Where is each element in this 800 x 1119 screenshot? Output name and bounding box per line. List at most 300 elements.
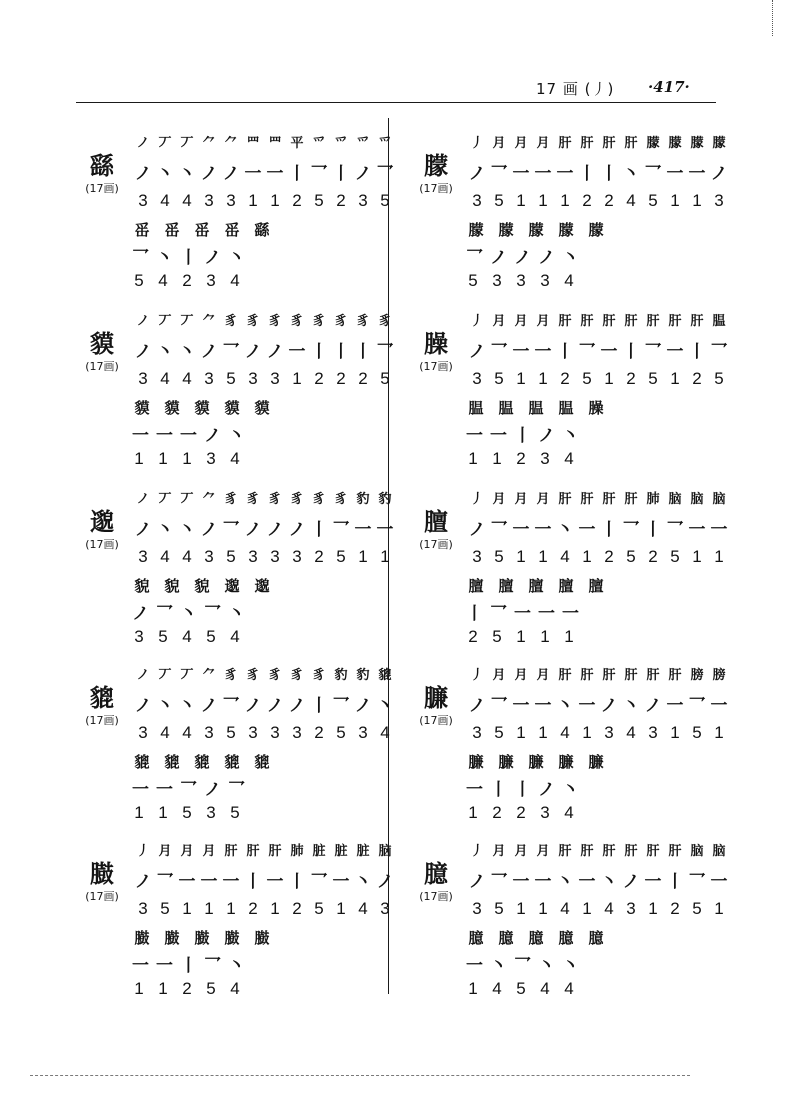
- stroke-shape: 一: [132, 955, 149, 976]
- stroke-number: 3: [248, 547, 258, 566]
- stroke-sequence-glyph: 腽: [558, 398, 574, 417]
- stroke-shape: 丨: [332, 341, 350, 362]
- stroke-number: 1: [538, 547, 548, 566]
- stroke-number: 4: [158, 271, 168, 290]
- stroke-number: 1: [270, 191, 280, 210]
- stroke-sequence-glyph: 䍃: [164, 220, 180, 239]
- stroke-shape: 乛: [310, 871, 328, 892]
- stroke-sequence-glyph: 貘: [164, 398, 180, 417]
- stroke-number: 4: [182, 369, 192, 388]
- stroke-sequence-glyph: 貔: [134, 752, 150, 771]
- stroke-number: 3: [138, 547, 148, 566]
- stroke-sequence-glyph: 丆: [158, 313, 172, 329]
- stroke-shape: ノ: [200, 519, 218, 540]
- stroke-number-row: [132, 544, 396, 570]
- stroke-number: 5: [206, 979, 216, 998]
- stroke-shape: ノ: [354, 163, 372, 184]
- stroke-sequence-glyph: 膻: [528, 576, 544, 595]
- stroke-shape: 一: [578, 871, 596, 892]
- stroke-sequence-glyph: 朦: [528, 220, 544, 239]
- stroke-number: 5: [494, 723, 504, 742]
- stroke-shape: 乛: [490, 163, 508, 184]
- stroke-shape: 乛: [222, 519, 240, 540]
- character-entry: [410, 660, 730, 825]
- stroke-number: 3: [604, 723, 614, 742]
- stroke-shape: 乛: [578, 341, 596, 362]
- stroke-number: 4: [160, 191, 170, 210]
- stroke-number: 1: [134, 449, 144, 468]
- stroke-shape: 乛: [180, 779, 197, 800]
- stroke-sequence-glyph: 肝: [558, 491, 572, 507]
- stroke-sequence-glyph: 䍃: [134, 220, 150, 239]
- stroke-sequence-glyph: 月: [536, 491, 550, 507]
- stroke-number: 1: [560, 191, 570, 210]
- stroke-shape: 丶: [562, 247, 579, 268]
- stroke-number: 3: [358, 723, 368, 742]
- stroke-sequence-glyph: 月: [536, 313, 550, 329]
- page-number: ·417·: [648, 78, 690, 96]
- stroke-shape: ノ: [538, 425, 555, 446]
- stroke-number: 3: [472, 369, 482, 388]
- stroke-number: 4: [626, 191, 636, 210]
- stroke-sequence-glyph: 膻: [498, 576, 514, 595]
- stroke-sequence-glyph: ⺈: [202, 135, 216, 151]
- stroke-shape-row: [132, 420, 396, 446]
- stroke-shape-row: [132, 336, 396, 362]
- character-entry: [410, 128, 730, 293]
- stroke-number: 5: [230, 803, 240, 822]
- stroke-sequence-glyph: 朦: [468, 220, 484, 239]
- stroke-sequence-glyph: 豸: [268, 667, 282, 683]
- stroke-sequence-glyph: 朦: [558, 220, 574, 239]
- stroke-sequence-glyph: 月: [492, 491, 506, 507]
- stroke-sequence-glyph: 貘: [194, 398, 210, 417]
- stroke-number: 1: [182, 899, 192, 918]
- stroke-sequence-glyph: 腽: [712, 313, 726, 329]
- stroke-shape: ノ: [244, 695, 262, 716]
- stroke-sequence-glyph: 脏: [334, 843, 348, 859]
- stroke-number: 1: [540, 627, 550, 646]
- stroke-sequence-glyph: 脑: [690, 491, 704, 507]
- stroke-shape-row: [132, 690, 396, 716]
- stroke-sequence-glyph: 豹: [378, 491, 392, 507]
- stroke-number: 5: [336, 547, 346, 566]
- stroke-sequence-glyph: 脑: [378, 843, 392, 859]
- stroke-sequence-glyph: 肺: [646, 491, 660, 507]
- stroke-number: 4: [604, 899, 614, 918]
- stroke-sequence-glyph: 月: [492, 313, 506, 329]
- stroke-number-row: [466, 720, 730, 746]
- stroke-number: 1: [182, 449, 192, 468]
- stroke-number: 1: [158, 449, 168, 468]
- character-entry: [410, 306, 730, 471]
- stroke-number: 2: [582, 191, 592, 210]
- stroke-number: 3: [248, 723, 258, 742]
- stroke-number: 4: [560, 723, 570, 742]
- stroke-sequence-glyph: 腽: [468, 398, 484, 417]
- stroke-sequence-glyph: 肝: [624, 843, 638, 859]
- stroke-sequence-glyph-row: [132, 660, 396, 686]
- stroke-number-row: [132, 896, 396, 922]
- stroke-number: 5: [494, 899, 504, 918]
- stroke-shape: ノ: [134, 519, 152, 540]
- stroke-sequence-glyph: 膻: [588, 576, 604, 595]
- stroke-sequence-glyph: 豸: [290, 667, 304, 683]
- character-entry: [76, 836, 396, 1001]
- stroke-count-label: (17画): [85, 182, 119, 195]
- stroke-sequence-glyph: 貘: [254, 398, 270, 417]
- stroke-number: 2: [670, 899, 680, 918]
- stroke-sequence-glyph: ⺈: [224, 135, 238, 151]
- stroke-shape: 乛: [490, 341, 508, 362]
- stroke-shape: 一: [132, 779, 149, 800]
- stroke-number-row: [132, 720, 396, 746]
- stroke-shape: 一: [244, 163, 262, 184]
- stroke-sequence-glyph: 䍃: [224, 220, 240, 239]
- stroke-sequence-glyph: 朦: [712, 135, 726, 151]
- stroke-shape: 丨: [688, 341, 706, 362]
- stroke-shape: 丨: [622, 341, 640, 362]
- stroke-number-row: [466, 624, 730, 650]
- stroke-sequence-glyph-row: [466, 748, 730, 774]
- stroke-number: 1: [516, 191, 526, 210]
- stroke-sequence-glyph-row: [132, 394, 396, 420]
- stroke-sequence-glyph: 豸: [246, 313, 260, 329]
- stroke-number: 2: [692, 369, 702, 388]
- stroke-sequence-glyph: ⺈: [202, 491, 216, 507]
- character-entry: [76, 660, 396, 825]
- stroke-sequence-glyph: 肝: [580, 491, 594, 507]
- stroke-sequence-glyph: 豸: [312, 667, 326, 683]
- stroke-number: 5: [160, 899, 170, 918]
- stroke-shape: 乛: [204, 603, 221, 624]
- stroke-number: 5: [626, 547, 636, 566]
- stroke-count-label: (17画): [419, 360, 453, 373]
- stroke-sequence-glyph: 邈: [254, 576, 270, 595]
- stroke-shape-row: [466, 866, 730, 892]
- stroke-number: 5: [380, 191, 390, 210]
- stroke-number: 2: [516, 803, 526, 822]
- stroke-number: 5: [582, 369, 592, 388]
- stroke-number: 3: [204, 369, 214, 388]
- stroke-shape: 丨: [180, 247, 197, 268]
- stroke-number: 3: [204, 723, 214, 742]
- stroke-number: 5: [692, 723, 702, 742]
- stroke-shape: 一: [512, 519, 530, 540]
- stroke-number: 1: [358, 547, 368, 566]
- stroke-sequence-glyph: 臆: [588, 928, 604, 947]
- stroke-sequence-glyph: 豸: [246, 491, 260, 507]
- stroke-shape-row: [466, 336, 730, 362]
- character-entry: [76, 306, 396, 471]
- stroke-number: 1: [134, 803, 144, 822]
- stroke-shape: 丶: [562, 779, 579, 800]
- stroke-shape: 丶: [556, 519, 574, 540]
- stroke-shape: 乛: [132, 247, 149, 268]
- stroke-number: 1: [648, 899, 658, 918]
- stroke-shape: 乛: [156, 603, 173, 624]
- stroke-number: 1: [468, 803, 478, 822]
- stroke-shape: 一: [666, 163, 684, 184]
- stroke-shape: 乛: [490, 519, 508, 540]
- stroke-sequence-glyph: ノ: [136, 135, 150, 151]
- stroke-sequence-glyph: 豸: [290, 313, 304, 329]
- stroke-sequence-glyph: 腽: [528, 398, 544, 417]
- stroke-sequence-glyph: 臁: [528, 752, 544, 771]
- stroke-shape: ノ: [266, 519, 284, 540]
- stroke-number: 4: [380, 723, 390, 742]
- headword-character: 臊: [424, 329, 448, 358]
- stroke-sequence-glyph: 腽: [498, 398, 514, 417]
- stroke-number: 5: [226, 547, 236, 566]
- stroke-shape: 丨: [244, 871, 262, 892]
- stroke-number: 1: [226, 899, 236, 918]
- stroke-number: 4: [230, 449, 240, 468]
- stroke-number: 3: [292, 723, 302, 742]
- stroke-number: 3: [138, 723, 148, 742]
- stroke-shape: 一: [132, 425, 149, 446]
- stroke-sequence-glyph: 肝: [646, 313, 660, 329]
- stroke-number: 4: [626, 723, 636, 742]
- stroke-sequence-glyph: 丆: [180, 667, 194, 683]
- stroke-number: 3: [380, 899, 390, 918]
- stroke-number: 1: [582, 723, 592, 742]
- stroke-number: 1: [692, 191, 702, 210]
- stroke-number: 1: [270, 899, 280, 918]
- stroke-shape: 丨: [466, 603, 483, 624]
- stroke-sequence-glyph: 豸: [334, 491, 348, 507]
- stroke-shape: 一: [354, 519, 372, 540]
- stroke-count-label: (17画): [419, 182, 453, 195]
- stroke-shape-row: [466, 420, 730, 446]
- stroke-number: 3: [540, 449, 550, 468]
- stroke-number: 5: [182, 803, 192, 822]
- stroke-number: 2: [292, 899, 302, 918]
- stroke-number: 4: [358, 899, 368, 918]
- stroke-number: 1: [538, 191, 548, 210]
- stroke-shape: 乛: [376, 163, 394, 184]
- stroke-number: 4: [540, 979, 550, 998]
- headword-character: 臁: [424, 683, 448, 712]
- character-entry: [410, 836, 730, 1001]
- stroke-shape: 丨: [354, 341, 372, 362]
- stroke-shape: ノ: [468, 695, 486, 716]
- stroke-number: 1: [292, 369, 302, 388]
- stroke-shape: 丶: [228, 425, 245, 446]
- stroke-number: 5: [336, 723, 346, 742]
- stroke-shape-row: [466, 950, 730, 976]
- stroke-number: 3: [648, 723, 658, 742]
- stroke-shape: 丶: [490, 955, 507, 976]
- stroke-shape-row: [132, 242, 396, 268]
- stroke-shape: ノ: [514, 247, 531, 268]
- stroke-sequence-glyph: 肝: [668, 843, 682, 859]
- stroke-number: 3: [472, 723, 482, 742]
- stroke-shape: 乛: [222, 695, 240, 716]
- stroke-number: 4: [160, 369, 170, 388]
- stroke-shape: 丨: [310, 695, 328, 716]
- stroke-sequence-glyph: 貔: [164, 752, 180, 771]
- stroke-shape: 一: [578, 695, 596, 716]
- stroke-shape: ノ: [200, 695, 218, 716]
- stroke-shape: ノ: [622, 871, 640, 892]
- stroke-number: 5: [494, 547, 504, 566]
- stroke-shape: 丶: [178, 341, 196, 362]
- stroke-number: 3: [206, 449, 216, 468]
- stroke-number: 5: [516, 979, 526, 998]
- stroke-number: 2: [468, 627, 478, 646]
- corner-mark: [772, 0, 773, 36]
- stroke-sequence-glyph: 膀: [712, 667, 726, 683]
- stroke-shape: 一: [578, 519, 596, 540]
- stroke-sequence-glyph: 豸: [290, 491, 304, 507]
- stroke-shape: 乛: [688, 695, 706, 716]
- stroke-shape: 丶: [562, 425, 579, 446]
- stroke-shape: 一: [466, 779, 483, 800]
- stroke-number: 4: [182, 547, 192, 566]
- stroke-sequence-glyph: 月: [492, 843, 506, 859]
- stroke-count-label: (17画): [419, 538, 453, 551]
- stroke-count-label: (17画): [85, 538, 119, 551]
- stroke-shape: 一: [200, 871, 218, 892]
- stroke-count-label: (17画): [85, 890, 119, 903]
- stroke-number: 3: [540, 271, 550, 290]
- stroke-sequence-glyph: 月: [492, 667, 506, 683]
- stroke-number: 1: [564, 627, 574, 646]
- stroke-sequence-glyph: 月: [536, 135, 550, 151]
- stroke-sequence-glyph-row: [132, 216, 396, 242]
- stroke-sequence-glyph: 臁: [558, 752, 574, 771]
- stroke-shape: 一: [512, 341, 530, 362]
- stroke-sequence-glyph-row: [132, 748, 396, 774]
- stroke-number: 5: [648, 369, 658, 388]
- stroke-sequence-glyph: 貘: [224, 398, 240, 417]
- stroke-number: 2: [336, 369, 346, 388]
- stroke-sequence-glyph: 肝: [624, 313, 638, 329]
- stroke-sequence-glyph: 肝: [558, 313, 572, 329]
- stroke-number: 3: [472, 191, 482, 210]
- stroke-number: 3: [204, 191, 214, 210]
- stroke-shape: 一: [556, 163, 574, 184]
- stroke-number-row: [466, 544, 730, 570]
- stroke-sequence-glyph: 肝: [558, 667, 572, 683]
- stroke-sequence-glyph: 貔: [254, 752, 270, 771]
- stroke-number: 3: [516, 271, 526, 290]
- header-rule: [76, 102, 716, 103]
- stroke-sequence-glyph-row: [466, 394, 730, 420]
- stroke-sequence-glyph: 臆: [558, 928, 574, 947]
- stroke-shape: 乛: [466, 247, 483, 268]
- stroke-sequence-glyph: 朦: [668, 135, 682, 151]
- stroke-sequence-glyph: 豸: [334, 313, 348, 329]
- stroke-sequence-glyph: ノ: [136, 491, 150, 507]
- stroke-number-row: [466, 188, 730, 214]
- stroke-sequence-glyph: 䍃: [194, 220, 210, 239]
- stroke-number: 4: [564, 979, 574, 998]
- stroke-number: 1: [248, 191, 258, 210]
- stroke-sequence-glyph: 月: [514, 313, 528, 329]
- stroke-number: 5: [158, 627, 168, 646]
- stroke-sequence-glyph: 爫: [356, 135, 370, 151]
- stroke-sequence-glyph: 丆: [180, 313, 194, 329]
- stroke-shape: ノ: [204, 779, 221, 800]
- stroke-shape: 一: [688, 519, 706, 540]
- stroke-number: 5: [492, 627, 502, 646]
- stroke-sequence-glyph-row: [466, 484, 730, 510]
- stroke-shape: 丨: [288, 871, 306, 892]
- stroke-sequence-glyph: 朦: [498, 220, 514, 239]
- stroke-sequence-glyph: 丿: [136, 843, 150, 859]
- stroke-number: 3: [226, 191, 236, 210]
- stroke-shape: 一: [512, 163, 530, 184]
- stroke-number: 4: [560, 547, 570, 566]
- stroke-shape-row: [466, 158, 730, 184]
- stroke-shape-row: [466, 690, 730, 716]
- stroke-number: 4: [492, 979, 502, 998]
- stroke-sequence-glyph: 肺: [290, 843, 304, 859]
- stroke-sequence-glyph: 月: [514, 667, 528, 683]
- stroke-sequence-glyph: 豸: [224, 313, 238, 329]
- stroke-sequence-glyph: 豹: [356, 491, 370, 507]
- stroke-number: 1: [134, 979, 144, 998]
- stroke-shape: 乛: [376, 341, 394, 362]
- stroke-number: 1: [538, 899, 548, 918]
- stroke-shape: ノ: [538, 779, 555, 800]
- stroke-sequence-glyph: 丿: [470, 843, 484, 859]
- stroke-number: 2: [182, 979, 192, 998]
- stroke-number: 1: [670, 723, 680, 742]
- stroke-shape: ノ: [134, 695, 152, 716]
- headword-character: 朦: [424, 151, 448, 180]
- stroke-shape: 乛: [666, 519, 684, 540]
- stroke-shape-row: [132, 158, 396, 184]
- stroke-number: 4: [182, 627, 192, 646]
- stroke-sequence-glyph: 脏: [312, 843, 326, 859]
- stroke-number: 1: [714, 899, 724, 918]
- stroke-sequence-glyph: 邈: [224, 576, 240, 595]
- header-text: 17 画 (丿): [536, 80, 615, 98]
- stroke-shape: 丶: [228, 955, 245, 976]
- stroke-number: 2: [314, 723, 324, 742]
- stroke-sequence-glyph: 爫: [378, 135, 392, 151]
- stroke-sequence-glyph: 肝: [668, 667, 682, 683]
- stroke-shape-row: [466, 774, 730, 800]
- stroke-shape: ノ: [468, 871, 486, 892]
- stroke-sequence-glyph: 丿: [470, 313, 484, 329]
- stroke-shape-row: [132, 774, 396, 800]
- stroke-sequence-glyph: 肝: [246, 843, 260, 859]
- stroke-number: 4: [230, 627, 240, 646]
- stroke-shape: 丨: [288, 163, 306, 184]
- stroke-shape: 丶: [562, 955, 579, 976]
- stroke-shape: 丶: [180, 603, 197, 624]
- stroke-sequence-glyph: 月: [514, 135, 528, 151]
- stroke-shape: 一: [156, 779, 173, 800]
- stroke-sequence-glyph: 臌: [224, 928, 240, 947]
- stroke-sequence-glyph: 臆: [528, 928, 544, 947]
- stroke-sequence-glyph-row: [466, 660, 730, 686]
- stroke-shape: 丨: [578, 163, 596, 184]
- stroke-shape: 一: [156, 425, 173, 446]
- stroke-number: 2: [336, 191, 346, 210]
- stroke-sequence-glyph: ノ: [136, 667, 150, 683]
- stroke-sequence-glyph: 豸: [268, 313, 282, 329]
- stroke-sequence-glyph: 豸: [268, 491, 282, 507]
- stroke-sequence-glyph: 月: [536, 843, 550, 859]
- stroke-sequence-glyph: 肝: [580, 313, 594, 329]
- stroke-shape-row: [132, 598, 396, 624]
- headword-character: 繇: [90, 151, 114, 180]
